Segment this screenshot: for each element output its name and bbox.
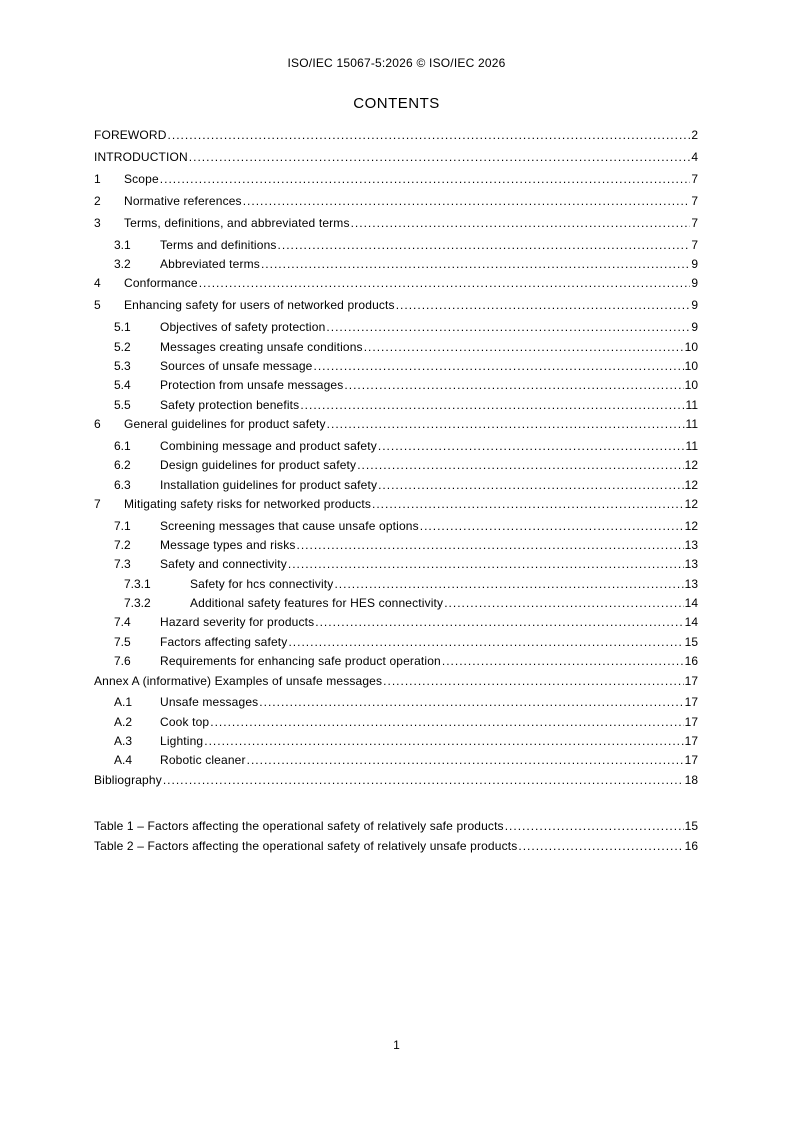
toc-entry-label: Abbreviated terms xyxy=(160,257,260,271)
running-header: ISO/IEC 15067-5:2026 © ISO/IEC 2026 xyxy=(287,56,506,70)
toc-entry-page: 4 xyxy=(691,150,698,164)
toc-entry-page: 12 xyxy=(684,478,698,492)
toc-entry-page: 17 xyxy=(684,753,698,767)
toc-entry-label: Hazard severity for products xyxy=(160,615,315,629)
toc-entry[interactable] xyxy=(94,752,698,768)
toc-entry-label: Mitigating safety risks for networked products xyxy=(124,497,371,511)
toc-entry[interactable] xyxy=(94,518,698,534)
toc-entry-page: 7 xyxy=(691,238,698,252)
table-list-label: Table 2 – Factors affecting the operational safety of relatively unsafe products xyxy=(94,839,518,853)
toc-entry[interactable] xyxy=(94,556,698,572)
toc-entry-number: 7.1 xyxy=(114,519,131,533)
toc-entry[interactable] xyxy=(94,275,698,291)
toc-entry-label: Bibliography xyxy=(94,773,162,787)
toc-entry[interactable] xyxy=(94,339,698,355)
dot-leader xyxy=(199,275,691,291)
toc-entry-label: Messages creating unsafe conditions xyxy=(160,340,363,354)
toc-entry-number: 7.3.2 xyxy=(124,596,151,610)
toc-entry-page: 12 xyxy=(684,497,698,511)
toc-entry-number: 6.1 xyxy=(114,439,131,453)
toc-entry[interactable] xyxy=(94,319,698,335)
toc-entry[interactable] xyxy=(94,297,698,313)
toc-entry-number: A.4 xyxy=(114,753,133,767)
toc-entry-page: 10 xyxy=(684,359,698,373)
page-number: 1 xyxy=(393,1038,400,1052)
toc-entry-page: 17 xyxy=(684,695,698,709)
toc-entry[interactable] xyxy=(94,537,698,553)
toc-entry[interactable] xyxy=(94,772,698,788)
toc-entry-number: 5.1 xyxy=(114,320,131,334)
toc-entry-page: 13 xyxy=(684,557,698,571)
toc-entry-number: 5.4 xyxy=(114,378,131,392)
toc-entry[interactable] xyxy=(94,416,698,432)
dot-leader xyxy=(364,339,684,355)
toc-entry[interactable] xyxy=(94,193,698,209)
toc-entry-number: 7.4 xyxy=(114,615,131,629)
toc-entry[interactable] xyxy=(94,496,698,512)
table-list-page: 16 xyxy=(684,839,698,853)
toc-entry-page: 9 xyxy=(691,257,698,271)
dot-leader xyxy=(442,653,684,669)
toc-entry-label: Scope xyxy=(124,172,159,186)
toc-entry-label: Lighting xyxy=(160,734,204,748)
toc-entry-label: INTRODUCTION xyxy=(94,150,188,164)
dot-leader xyxy=(259,694,683,710)
toc-entry[interactable] xyxy=(94,733,698,749)
toc-entry-page: 7 xyxy=(691,216,698,230)
toc-entry[interactable] xyxy=(94,673,698,689)
toc-entry-label: Design guidelines for product safety xyxy=(160,458,357,472)
toc-entry-label: Terms, definitions, and abbreviated terms xyxy=(124,216,350,230)
toc-entry-number: 7.5 xyxy=(114,635,131,649)
toc-entry-number: A.2 xyxy=(114,715,133,729)
dot-leader xyxy=(247,752,684,768)
toc-entry[interactable] xyxy=(94,171,698,187)
toc-entry-label: Requirements for enhancing safe product operation xyxy=(160,654,441,668)
toc-entry-page: 11 xyxy=(685,417,698,431)
toc-entry-page: 9 xyxy=(691,276,698,290)
toc-entry-page: 14 xyxy=(684,596,698,610)
toc-entry-label: Protection from unsafe messages xyxy=(160,378,344,392)
toc-entry-page: 11 xyxy=(685,398,698,412)
toc-entry[interactable] xyxy=(94,438,698,454)
dot-leader xyxy=(351,215,691,231)
toc-entry[interactable] xyxy=(94,653,698,669)
toc-entry-number: 3 xyxy=(94,216,101,230)
toc-entry-label: Safety and connectivity xyxy=(160,557,287,571)
table-list-entry[interactable] xyxy=(94,818,698,834)
toc-entry-label: Screening messages that cause unsafe options xyxy=(160,519,419,533)
toc-entry[interactable] xyxy=(94,714,698,730)
toc-entry-label: Conformance xyxy=(124,276,198,290)
toc-entry-label: Normative references xyxy=(124,194,242,208)
toc-entry-label: Additional safety features for HES connectivity xyxy=(190,596,444,610)
toc-entry[interactable] xyxy=(94,397,698,413)
dot-leader xyxy=(314,358,684,374)
dot-leader xyxy=(396,297,691,313)
dot-leader xyxy=(344,377,683,393)
toc-entry-number: A.3 xyxy=(114,734,133,748)
toc-entry-number: 7.3.1 xyxy=(124,577,151,591)
dot-leader xyxy=(210,714,683,730)
dot-leader xyxy=(372,496,684,512)
table-list-page: 15 xyxy=(684,819,698,833)
page-title: CONTENTS xyxy=(353,95,440,112)
dot-leader xyxy=(300,397,684,413)
toc-entry-number: 7.3 xyxy=(114,557,131,571)
toc-entry-number: 7.6 xyxy=(114,654,131,668)
dot-leader xyxy=(163,772,684,788)
toc-entry-number: 2 xyxy=(94,194,101,208)
toc-entry-page: 16 xyxy=(684,654,698,668)
dot-leader xyxy=(315,614,683,630)
dot-leader xyxy=(261,256,690,272)
toc-entry[interactable] xyxy=(94,457,698,473)
toc-entry-number: 5 xyxy=(94,298,101,312)
toc-entry-page: 10 xyxy=(684,378,698,392)
dot-leader xyxy=(505,818,684,834)
toc-entry[interactable] xyxy=(94,477,698,493)
toc-entry-page: 11 xyxy=(685,439,698,453)
toc-entry-page: 7 xyxy=(691,194,698,208)
toc-entry[interactable] xyxy=(94,576,698,592)
toc-entry-label: Safety protection benefits xyxy=(160,398,300,412)
toc-entry-page: 13 xyxy=(684,538,698,552)
toc-entry-number: 5.2 xyxy=(114,340,131,354)
toc-entry-label: Enhancing safety for users of networked products xyxy=(124,298,395,312)
toc-entry-label: Sources of unsafe message xyxy=(160,359,313,373)
toc-entry-number: 6.2 xyxy=(114,458,131,472)
toc-entry-label: Unsafe messages xyxy=(160,695,259,709)
dot-leader xyxy=(204,733,683,749)
toc-entry-label: Combining message and product safety xyxy=(160,439,377,453)
toc-entry-page: 17 xyxy=(684,715,698,729)
toc-entry-page: 9 xyxy=(691,320,698,334)
toc-entry-number: 4 xyxy=(94,276,101,290)
toc-entry[interactable] xyxy=(94,377,698,393)
toc-entry-number: 5.5 xyxy=(114,398,131,412)
toc-entry-page: 13 xyxy=(684,577,698,591)
toc-entry-page: 15 xyxy=(684,635,698,649)
toc-entry-label: Robotic cleaner xyxy=(160,753,246,767)
toc-entry-label: Installation guidelines for product safety xyxy=(160,478,378,492)
toc-entry-page: 17 xyxy=(684,734,698,748)
toc-entry-page: 14 xyxy=(684,615,698,629)
dot-leader xyxy=(168,127,691,143)
dot-leader xyxy=(357,457,683,473)
toc-entry[interactable] xyxy=(94,595,698,611)
dot-leader xyxy=(160,171,691,187)
toc-entry-number: 5.3 xyxy=(114,359,131,373)
dot-leader xyxy=(518,838,683,854)
toc-entry-number: A.1 xyxy=(114,695,133,709)
toc-entry-number: 3.1 xyxy=(114,238,131,252)
toc-entry[interactable] xyxy=(94,358,698,374)
dot-leader xyxy=(420,518,684,534)
toc-entry[interactable] xyxy=(94,127,698,143)
toc-entry-label: General guidelines for product safety xyxy=(124,417,326,431)
dot-leader xyxy=(288,634,683,650)
dot-leader xyxy=(444,595,683,611)
toc-entry-label: Terms and definitions xyxy=(160,238,277,252)
toc-entry-page: 17 xyxy=(684,674,698,688)
toc-entry-label: Safety for hcs connectivity xyxy=(190,577,334,591)
toc-entry-number: 3.2 xyxy=(114,257,131,271)
toc-entry-page: 18 xyxy=(684,773,698,787)
toc-entry-label: Objectives of safety protection xyxy=(160,320,326,334)
table-list-label: Table 1 – Factors affecting the operational safety of relatively safe products xyxy=(94,819,504,833)
dot-leader xyxy=(327,416,685,432)
toc-entry-number: 7.2 xyxy=(114,538,131,552)
toc-entry-number: 6.3 xyxy=(114,478,131,492)
dot-leader xyxy=(383,673,683,689)
dot-leader xyxy=(278,237,691,253)
toc-entry[interactable] xyxy=(94,256,698,272)
dot-leader xyxy=(288,556,684,572)
toc-entry-label: FOREWORD xyxy=(94,128,167,142)
toc-entry-label: Annex A (informative) Examples of unsafe messages xyxy=(94,674,383,688)
toc-entry-page: 10 xyxy=(684,340,698,354)
dot-leader xyxy=(297,537,684,553)
toc-entry-page: 12 xyxy=(684,519,698,533)
toc-entry-page: 12 xyxy=(684,458,698,472)
toc-entry[interactable] xyxy=(94,215,698,231)
toc-entry-label: Factors affecting safety xyxy=(160,635,288,649)
toc-entry-page: 7 xyxy=(691,172,698,186)
table-list-entry[interactable] xyxy=(94,838,698,854)
dot-leader xyxy=(243,193,691,209)
dot-leader xyxy=(378,438,685,454)
toc-entry[interactable] xyxy=(94,634,698,650)
toc-entry-page: 9 xyxy=(691,298,698,312)
toc-entry-number: 7 xyxy=(94,497,101,511)
dot-leader xyxy=(378,477,684,493)
toc-entry[interactable] xyxy=(94,149,698,165)
toc-entry-label: Message types and risks xyxy=(160,538,296,552)
toc-entry-label: Cook top xyxy=(160,715,210,729)
toc-entry[interactable] xyxy=(94,694,698,710)
dot-leader xyxy=(326,319,690,335)
toc-entry-page: 2 xyxy=(691,128,698,142)
toc-entry[interactable] xyxy=(94,614,698,630)
dot-leader xyxy=(334,576,683,592)
toc-entry-number: 6 xyxy=(94,417,101,431)
toc-entry[interactable] xyxy=(94,237,698,253)
toc-entry-number: 1 xyxy=(94,172,101,186)
dot-leader xyxy=(189,149,691,165)
